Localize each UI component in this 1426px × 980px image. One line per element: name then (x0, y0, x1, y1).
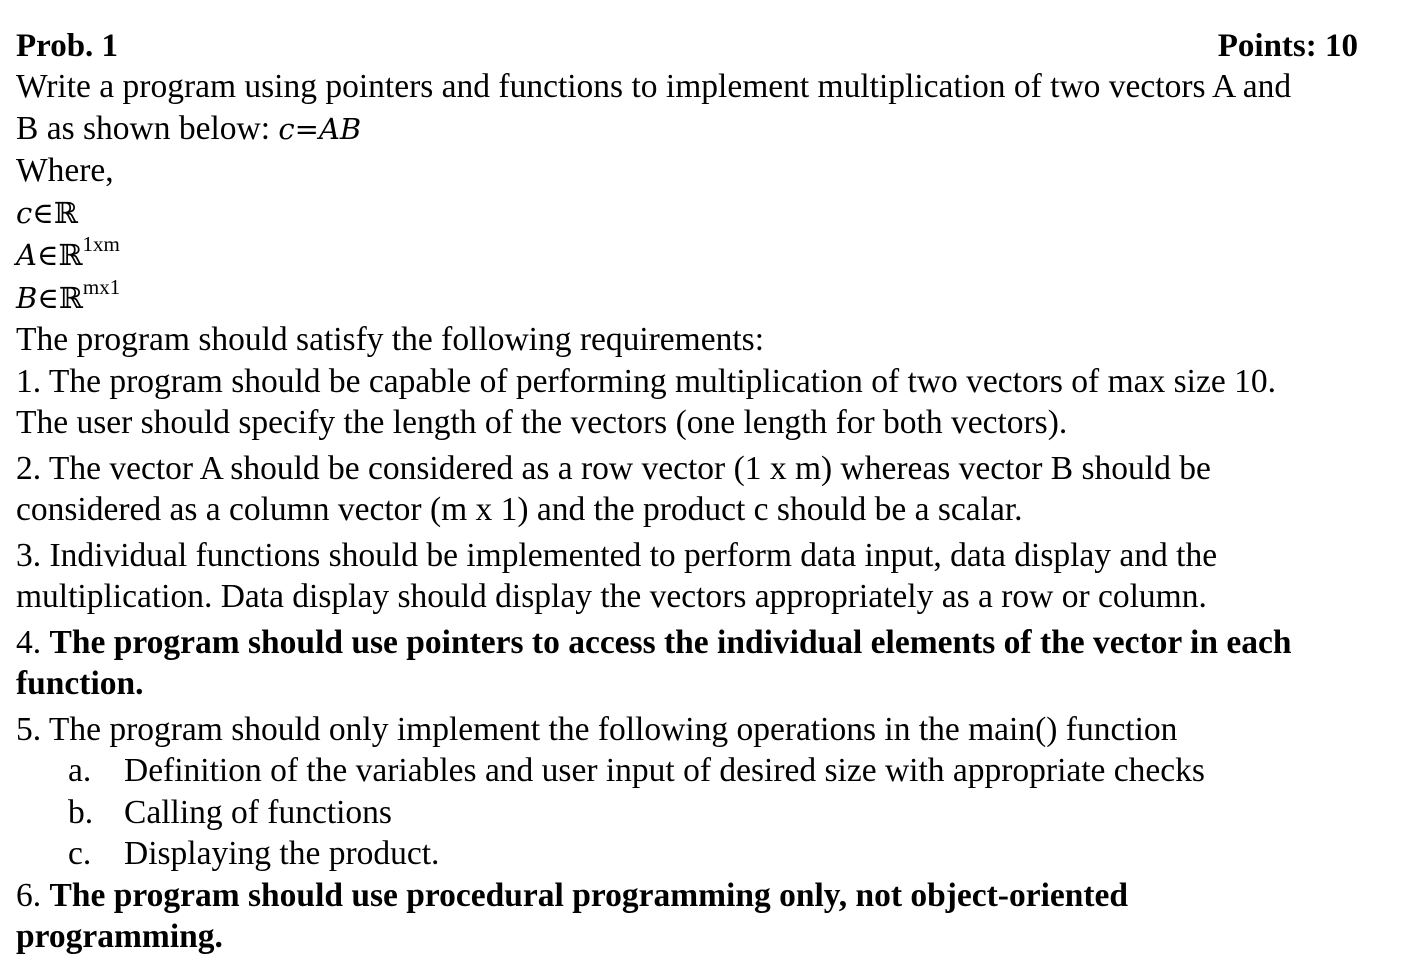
requirement-2-line-2: considered as a column vector (m x 1) and the product c should be a scalar. (16, 491, 1023, 528)
sub-label: a. (68, 752, 92, 789)
requirement-3-line-1: 3. Individual functions should be implemented to perform data input, data display and the (16, 536, 1218, 574)
requirement-4-line-1 (16, 622, 1396, 664)
definition-var: A (16, 238, 37, 272)
requirement-6-number: 6. (16, 876, 50, 914)
definition-dims: 1xm (82, 232, 120, 256)
intro-line-1: Write a program using pointers and functions to implement multiplication of two vectors A and (16, 68, 1292, 105)
requirement-6-line-2: programming. (16, 918, 223, 955)
requirement-1-line-2: The user should specify the length of the vectors (one length for both vectors). (16, 404, 1068, 441)
problem-points: Points: 10 (1217, 28, 1358, 64)
definition-c (16, 192, 1396, 235)
definition-var: B (16, 280, 38, 315)
requirement-2-line-1: 2. The vector A should be considered as a row vector (1 x m) whereas vector B should be (16, 449, 1211, 487)
requirement-6-text: The program should use procedural programming only, not object-oriented (49, 876, 1129, 914)
requirement-6-line-1 (16, 875, 1396, 917)
problem-document (16, 26, 1396, 958)
requirement-5-sub-a (16, 750, 1396, 792)
intro-line-2-text: B as shown below: (16, 109, 279, 147)
definition-var: c (16, 195, 33, 230)
definition-set: ∈ℝ (37, 280, 83, 315)
definition-b (16, 274, 1396, 320)
requirements-intro: The program should satisfy the following requirements: (16, 321, 765, 358)
requirement-3-line-2: multiplication. Data display should display the vectors appropriately as a row or column. (16, 578, 1207, 615)
sub-label: c. (68, 835, 92, 872)
definition-set: ∈ℝ (36, 238, 83, 272)
definition-dims: mx1 (82, 274, 121, 299)
requirement-4-text: The program should use pointers to access the individual elements of the vector in each (49, 623, 1292, 661)
requirement-4-number: 4. (16, 623, 50, 661)
equation: c=AB (278, 111, 362, 146)
sub-text: Calling of functions (124, 793, 392, 831)
requirement-5-sub-c (16, 833, 1396, 875)
requirement-5: 5. The program should only implement the following operations in the main() function (16, 710, 1178, 748)
definition-a (16, 234, 1396, 277)
problem-header (16, 26, 1396, 66)
requirement-4-line-2: function. (16, 665, 144, 702)
where-label: Where, (16, 152, 114, 189)
requirement-1-line-1: 1. The program should be capable of performing multiplication of two vectors of max size 10. (16, 362, 1276, 400)
sub-text: Displaying the product. (124, 835, 440, 872)
problem-title: Prob. 1 (16, 28, 119, 64)
sub-label: b. (68, 793, 94, 831)
sub-text: Definition of the variables and user input of desired size with appropriate checks (124, 752, 1205, 789)
definition-set: ∈ℝ (32, 195, 78, 230)
requirement-5-sub-b (16, 792, 1396, 834)
intro-line-2 (16, 108, 1396, 151)
